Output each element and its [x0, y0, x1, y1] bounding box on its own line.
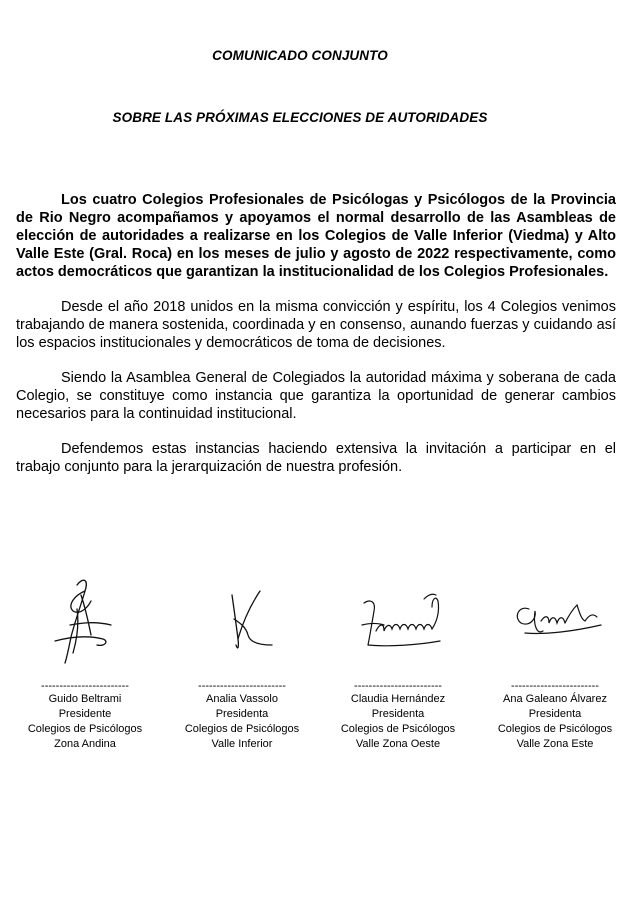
paragraph-4: Defendemos estas instancias haciendo extensiva la invitación a participar en el trabajo conjunto para la jerarquización de nuestra profesión.: [16, 441, 616, 475]
handwritten-signature-galeano: [485, 565, 625, 680]
signatory-org: Colegios de Psicólogos: [497, 723, 613, 735]
paragraph-3: Siendo la Asamblea General de Colegiados la autoridad máxima y soberana de cada Colegio, se constituye como instancia que garantiza la oportunidad de generar cambios necesarios para la continuidad institucional.: [16, 370, 616, 422]
signatory-zone: Valle Zona Este: [516, 738, 594, 750]
signature-line: ------------------------: [41, 680, 129, 692]
signatory-zone: Valle Zona Oeste: [355, 738, 441, 750]
document-title: COMUNICADO CONJUNTO: [212, 48, 388, 63]
signatory-role: Presidenta: [528, 708, 582, 720]
document-subtitle: SOBRE LAS PRÓXIMAS ELECCIONES DE AUTORIDADES: [112, 110, 488, 125]
signatory-role: Presidenta: [371, 708, 425, 720]
signature-line: ------------------------: [198, 680, 286, 692]
signatory-org: Colegios de Psicólogos: [184, 723, 300, 735]
handwritten-signature-hernandez: [328, 565, 468, 680]
signatory-name: Analia Vassolo: [206, 693, 278, 705]
signatory-role: Presidente: [58, 708, 112, 720]
signatory-name: Ana Galeano Álvarez: [503, 693, 607, 705]
paragraph-2: Desde el año 2018 unidos en la misma convicción y espíritu, los 4 Colegios venimos trabajando de manera sostenida, coordinada y en consenso, aunando fuerzas y cuidando así los espacios institucionales y democráticos de toma de decisiones.: [16, 299, 616, 351]
signature-block-beltrami: [15, 565, 155, 752]
signature-block-galeano: [485, 565, 625, 752]
document-body: [16, 191, 616, 493]
signatory-name: Claudia Hernández: [350, 693, 446, 705]
signatory-org: Colegios de Psicólogos: [340, 723, 456, 735]
signatory-zone: Valle Inferior: [211, 738, 273, 750]
signatory-name: Guido Beltrami: [48, 693, 122, 705]
signature-block-vassolo: [172, 565, 312, 752]
handwritten-signature-beltrami: [15, 565, 155, 680]
signature-line: ------------------------: [354, 680, 442, 692]
signatory-org: Colegios de Psicólogos: [27, 723, 143, 735]
signature-line: ------------------------: [511, 680, 599, 692]
signature-block-hernandez: [328, 565, 468, 752]
handwritten-signature-vassolo: [172, 565, 312, 680]
signatory-zone: Zona Andina: [54, 738, 116, 750]
signatory-role: Presidenta: [215, 708, 269, 720]
paragraph-1: Los cuatro Colegios Profesionales de Psicólogas y Psicólogos de la Provincia de Rio Negro acompañamos y apoyamos el normal desarrollo de las Asambleas de elección de autoridades a realizarse en los Colegios de Valle Inferior (Viedma) y Alto Valle Este (Gral. Roca) en los meses de julio y agosto de 2022 respectivamente, como actos democráticos que garantizan la institucionalidad de los Colegios Profesionales.: [16, 192, 616, 280]
